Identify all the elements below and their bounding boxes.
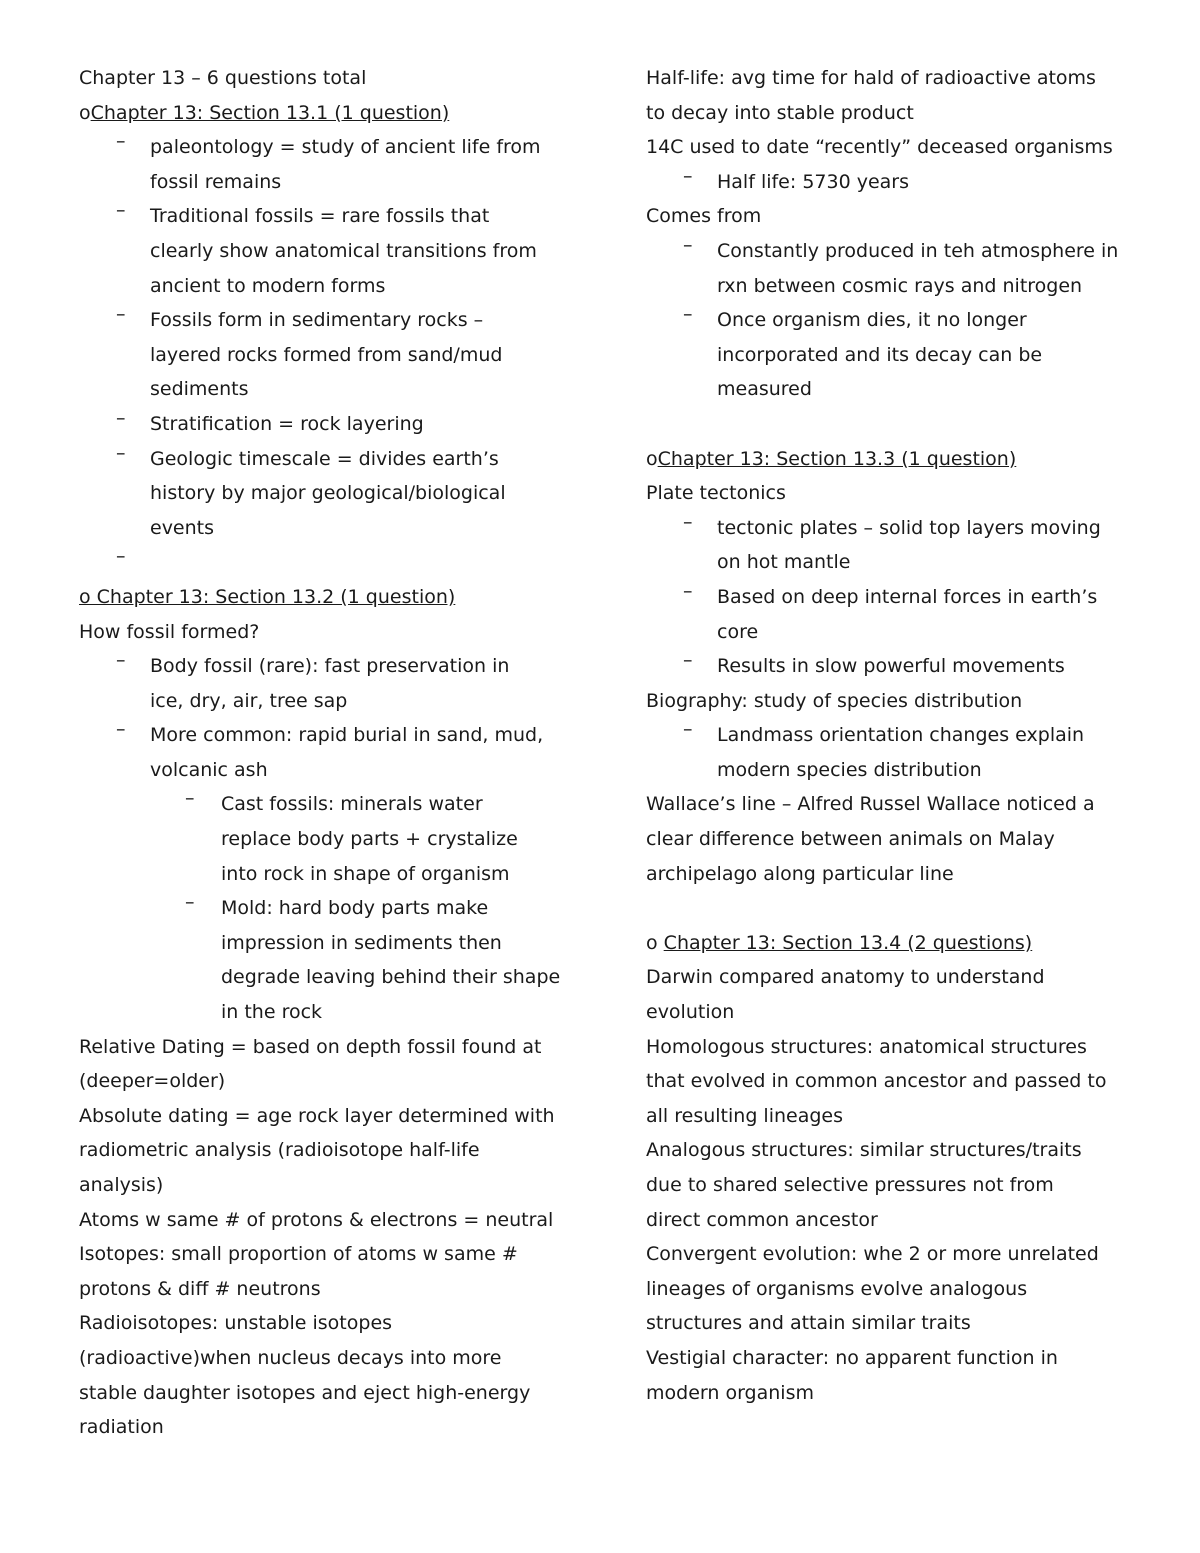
bullet-landmass: – Landmass orientation changes explain modern species distribution (683, 718, 1085, 781)
section-heading-13-3: oChapter 13: Section 13.3 (1 question) (646, 447, 1017, 470)
paragraph-convergent: Convergent evolution: whe 2 or more unrelated lineages of organisms evolve analogous structures and attain similar traits (646, 1243, 1099, 1335)
dash-marker: – (116, 130, 126, 153)
bullet-traditional-fossils: – Traditional fossils = rare fossils that clearly show anatomical transitions from ancient to modern forms (116, 199, 537, 297)
paragraph-wallaces-line: Wallace’s line – Alfred Russel Wallace noticed a clear difference between animals on Malay archipelago along particular line (646, 793, 1095, 885)
bullet-body-fossil: – Body fossil (rare): fast preservation in ice, dry, air, tree sap (116, 649, 510, 712)
bullet-empty (79, 545, 589, 580)
paragraph-how-fossil-formed: How fossil formed? (79, 620, 260, 643)
subbullet-mold: – Mold: hard body parts make impression in sediments then degrade leaving behind their shape in the rock (185, 891, 561, 1024)
document-title: Chapter 13 – 6 questions total (79, 67, 367, 89)
bullet-more-common: – More common: rapid burial in sand, mud, volcanic ash (116, 718, 544, 781)
paragraph-isotopes: Isotopes: small proportion of atoms w same # protons & diff # neutrons (79, 1243, 518, 1300)
section-heading-13-2: o Chapter 13: Section 13.2 (1 question) (79, 585, 456, 608)
paragraph-plate-tectonics: Plate tectonics (646, 482, 786, 505)
section-heading-13-1: oChapter 13: Section 13.1 (1 question) (79, 101, 450, 124)
left-column (79, 61, 589, 1445)
paragraph-14c: 14C used to date “recently” deceased organisms (646, 136, 1113, 159)
paragraph-relative-dating: Relative Dating = based on depth fossil found at (deeper=older) (79, 1035, 542, 1093)
paragraph-vestigial: Vestigial character: no apparent function in modern organism (646, 1346, 1058, 1404)
paragraph-darwin: Darwin compared anatomy to understand evolution (646, 966, 1045, 1024)
dash-marker: – (683, 164, 693, 187)
paragraph-comes-from: Comes from (646, 205, 762, 228)
paragraph-radioisotopes: Radioisotopes: unstable isotopes (radioactive)when nucleus decays into more stable daughter isotopes and eject high-energy radiation (79, 1312, 531, 1439)
dash-marker: – (116, 406, 126, 429)
dash-marker: – (683, 649, 693, 672)
subbullet-cast-fossils: – Cast fossils: minerals water replace body parts + crystalize into rock in shape of organism (185, 787, 518, 885)
dash-marker: – (185, 891, 195, 914)
bullet-paleontology: – paleontology = study of ancient life from fossil remains (116, 130, 541, 193)
bullet-tectonic-plates: – tectonic plates – solid top layers moving on hot mantle (683, 510, 1101, 574)
dash-marker: – (116, 545, 126, 568)
bullet-geologic-timescale: – Geologic timescale = divides earth’s history by major geological/biological events (116, 441, 506, 539)
dash-marker: – (683, 579, 693, 602)
bullet-half-life-years: – Half life: 5730 years (683, 164, 909, 193)
paragraph-atoms: Atoms w same # of protons & electrons = neutral (79, 1208, 554, 1231)
dash-marker: – (116, 649, 126, 672)
bullet-organism-dies: – Once organism dies, it no longer incorporated and its decay can be measured (683, 303, 1043, 401)
dash-marker: – (185, 787, 195, 810)
paragraph-biography: Biography: study of species distribution (646, 689, 1023, 712)
bullet-sedimentary-rocks: – Fossils form in sedimentary rocks – layered rocks formed from sand/mud sediments (116, 303, 503, 401)
bullet-stratification: – Stratification = rock layering (116, 406, 424, 435)
paragraph-absolute-dating: Absolute dating = age rock layer determined with radiometric analysis (radioisotope half-life analysis) (79, 1104, 555, 1196)
paragraph-homologous: Homologous structures: anatomical structures that evolved in common ancestor and passed to all resulting lineages (646, 1035, 1107, 1127)
bullet-slow-movements: – Results in slow powerful movements (683, 649, 1065, 678)
dash-marker: – (683, 510, 693, 533)
paragraph-analogous: Analogous structures: similar structures/traits due to shared selective pressures not from direct common ancestor (646, 1139, 1082, 1231)
dash-marker: – (683, 233, 693, 256)
dash-marker: – (116, 199, 126, 222)
dash-marker: – (116, 303, 126, 326)
bullet-internal-forces: – Based on deep internal forces in earth’s core (683, 579, 1098, 643)
dash-marker: – (116, 441, 126, 464)
dash-marker: – (683, 303, 693, 326)
section-heading-13-4: o Chapter 13: Section 13.4 (2 questions) (646, 931, 1033, 954)
dash-marker: – (116, 718, 126, 741)
dash-marker: – (683, 718, 693, 741)
bullet-constantly-produced: – Constantly produced in teh atmosphere in rxn between cosmic rays and nitrogen (683, 233, 1119, 297)
paragraph-half-life: Half-life: avg time for hald of radioactive atoms to decay into stable product (646, 67, 1096, 124)
right-column (646, 61, 1156, 1410)
